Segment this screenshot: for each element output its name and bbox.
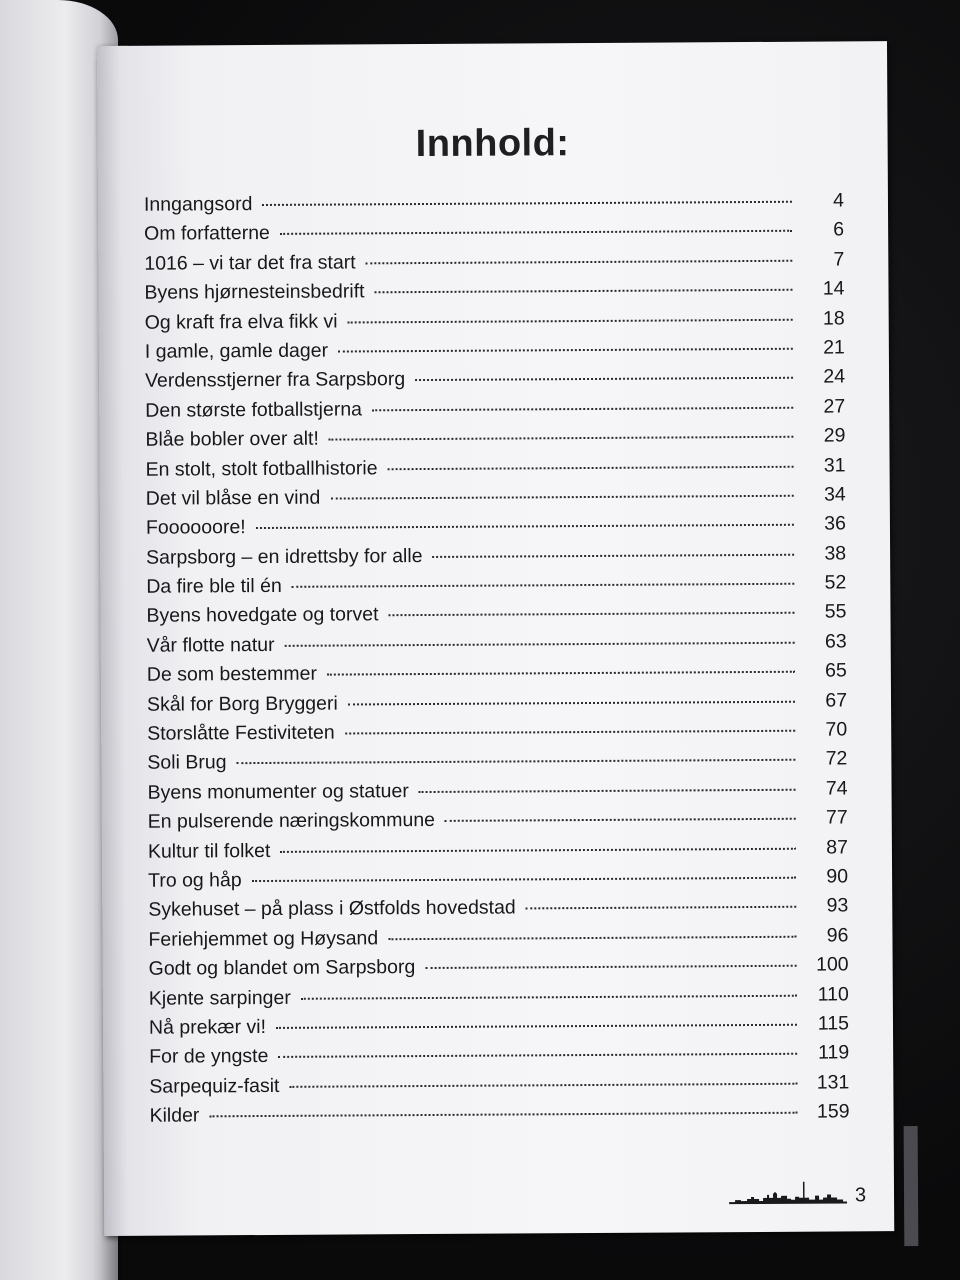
toc-entry-title: En pulserende næringskommune xyxy=(147,809,436,833)
toc-entry-page: 24 xyxy=(823,365,846,388)
dot-leader xyxy=(445,818,796,822)
dot-leader xyxy=(252,877,796,882)
toc-entry-title: Og kraft fra elva fikk vi xyxy=(144,310,338,334)
dot-leader xyxy=(348,700,795,705)
toc-entry xyxy=(144,278,844,312)
toc-entry-title: Byens hovedgate og torvet xyxy=(146,603,379,628)
toc-entry xyxy=(149,983,849,1017)
toc-entry-page: 36 xyxy=(824,512,846,535)
toc-entry-page: 27 xyxy=(823,395,846,418)
toc-entry xyxy=(148,865,848,899)
toc-entry-page: 7 xyxy=(833,248,845,271)
toc-entry-page: 119 xyxy=(818,1041,850,1064)
toc-entry-page: 96 xyxy=(826,924,849,947)
toc-entry xyxy=(148,895,848,929)
toc-entry-title: En stolt, stolt fotballhistorie xyxy=(145,456,378,481)
toc-entry-title: Kilder xyxy=(149,1104,200,1127)
toc-entry-page: 90 xyxy=(826,865,849,888)
toc-entry xyxy=(146,601,846,635)
dot-leader xyxy=(237,759,796,764)
dot-leader xyxy=(388,936,796,940)
toc-entry-page: 70 xyxy=(825,718,848,741)
toc-entry-page: 131 xyxy=(816,1071,850,1094)
dot-leader xyxy=(415,377,793,381)
dot-leader xyxy=(289,1082,797,1087)
toc-entry-page: 93 xyxy=(826,894,849,917)
toc-entry xyxy=(149,1012,849,1046)
toc-entry-page: 65 xyxy=(825,659,847,682)
toc-entry xyxy=(146,572,846,606)
toc-entry-title: Byens monumenter og statuer xyxy=(147,779,409,804)
toc-entry xyxy=(144,248,844,282)
toc-entry-title: De som bestemmer xyxy=(146,662,318,686)
dot-leader xyxy=(348,318,793,323)
toc-entry xyxy=(146,542,846,576)
toc-entry xyxy=(147,689,847,723)
dot-leader xyxy=(338,348,793,353)
toc-entry-page: 72 xyxy=(825,747,848,770)
toc-entry-page: 55 xyxy=(824,600,847,624)
toc-entry-title: Kjente sarpinger xyxy=(148,986,291,1010)
dot-leader xyxy=(329,436,794,441)
toc-entry-title: Verdensstjerner fra Sarpsborg xyxy=(144,368,406,393)
dot-leader xyxy=(280,847,796,852)
toc-entry xyxy=(146,513,846,547)
toc-entry xyxy=(147,718,847,752)
page-edge xyxy=(904,1126,919,1246)
toc-entry-title: Skål for Borg Bryggeri xyxy=(146,692,338,716)
toc-entry-page: 34 xyxy=(823,483,846,506)
toc-entry-title: I gamle, gamle dager xyxy=(144,339,329,363)
toc-entry-title: Det vil blåse en vind xyxy=(145,486,321,510)
toc-entry-page: 38 xyxy=(824,542,847,565)
dot-leader xyxy=(372,406,793,411)
toc-entry xyxy=(146,454,846,488)
toc-entry xyxy=(146,483,846,517)
table-of-contents xyxy=(144,189,850,1134)
toc-entry-title: Byens hjørnesteinsbedrift xyxy=(144,280,365,304)
toc-entry-page: 87 xyxy=(826,836,848,859)
toc-entry xyxy=(149,954,849,988)
toc-entry-page: 100 xyxy=(816,953,849,976)
toc-entry-title: Om forfatterne xyxy=(144,222,270,246)
toc-entry xyxy=(145,366,845,400)
toc-entry-page: 29 xyxy=(823,424,846,447)
dot-leader xyxy=(330,495,793,500)
toc-entry-title: Blåe bobler over alt! xyxy=(145,427,319,451)
toc-entry xyxy=(148,836,848,870)
toc-entry-page: 77 xyxy=(825,806,848,829)
contents-page xyxy=(97,41,894,1236)
page-footer xyxy=(729,1179,866,1206)
toc-entry-title: Sarpequiz-fasit xyxy=(149,1074,280,1098)
dot-leader xyxy=(433,553,795,557)
page-number: 3 xyxy=(854,1184,867,1207)
toc-entry xyxy=(144,189,844,223)
toc-entry-page: 67 xyxy=(825,689,848,712)
dot-leader xyxy=(526,906,797,910)
toc-entry-page: 159 xyxy=(816,1100,850,1123)
dot-leader xyxy=(256,524,794,529)
toc-entry xyxy=(149,1042,849,1076)
dot-leader xyxy=(278,1053,797,1058)
toc-entry-title: Storslåtte Festiviteten xyxy=(147,721,335,745)
toc-entry xyxy=(145,307,845,341)
dot-leader xyxy=(375,289,793,294)
dot-leader xyxy=(388,465,794,469)
toc-entry-title: 1016 – vi tar det fra start xyxy=(144,251,356,275)
toc-entry-page: 21 xyxy=(823,336,845,359)
toc-entry-page: 31 xyxy=(823,453,846,477)
toc-entry-title: Foooooore! xyxy=(145,516,246,540)
toc-entry-title: Inngangsord xyxy=(143,193,253,216)
toc-entry-title: Da fire ble til én xyxy=(146,574,282,598)
page-title: Innhold: xyxy=(415,122,570,166)
toc-entry xyxy=(148,924,848,958)
dot-leader xyxy=(425,965,796,969)
dot-leader xyxy=(366,260,793,265)
toc-entry xyxy=(147,630,847,664)
toc-entry xyxy=(145,336,845,370)
toc-entry-page: 4 xyxy=(833,189,845,212)
toc-entry-title: For de yngste xyxy=(149,1045,269,1069)
toc-entry xyxy=(145,395,845,429)
toc-entry-page: 63 xyxy=(824,630,847,653)
toc-entry-title: Den største fotballstjerna xyxy=(145,398,363,422)
city-skyline-icon xyxy=(729,1179,847,1206)
dot-leader xyxy=(209,1112,797,1118)
toc-entry-page: 6 xyxy=(833,218,845,241)
dot-leader xyxy=(285,642,795,647)
toc-entry-page: 115 xyxy=(817,1012,850,1035)
toc-entry xyxy=(145,425,845,459)
dot-leader xyxy=(292,583,795,588)
dot-leader xyxy=(327,671,795,676)
toc-entry-title: Soli Brug xyxy=(147,751,227,775)
toc-entry-title: Tro og håp xyxy=(148,869,242,892)
toc-entry xyxy=(144,219,844,253)
toc-entry xyxy=(148,807,848,841)
dot-leader xyxy=(419,789,796,793)
toc-entry-title: Sarpsborg – en idrettsby for alle xyxy=(146,544,423,569)
toc-entry xyxy=(147,660,847,694)
toc-entry-page: 18 xyxy=(822,307,845,330)
dot-leader xyxy=(276,1024,797,1029)
dot-leader xyxy=(262,201,792,206)
toc-entry-page: 14 xyxy=(822,277,845,300)
toc-entry xyxy=(147,777,847,811)
toc-entry xyxy=(149,1071,849,1105)
dot-leader xyxy=(301,994,797,999)
dot-leader xyxy=(280,230,792,235)
toc-entry xyxy=(149,1101,849,1135)
toc-entry-title: Nå prekær vi! xyxy=(148,1015,267,1039)
dot-leader xyxy=(345,730,796,735)
toc-entry-page: 74 xyxy=(825,777,848,800)
toc-entry-page: 110 xyxy=(817,982,849,1006)
toc-entry-title: Sykehuset – på plass i Østfolds hovedstad xyxy=(148,896,516,922)
toc-entry-page: 52 xyxy=(824,571,847,594)
toc-entry xyxy=(147,748,847,782)
dot-leader xyxy=(388,612,794,616)
toc-entry-title: Godt og blandet om Sarpsborg xyxy=(148,956,416,980)
toc-entry-title: Vår flotte natur xyxy=(146,633,275,657)
toc-entry-title: Feriehjemmet og Høysand xyxy=(148,927,379,951)
toc-entry-title: Kultur til folket xyxy=(147,839,271,863)
